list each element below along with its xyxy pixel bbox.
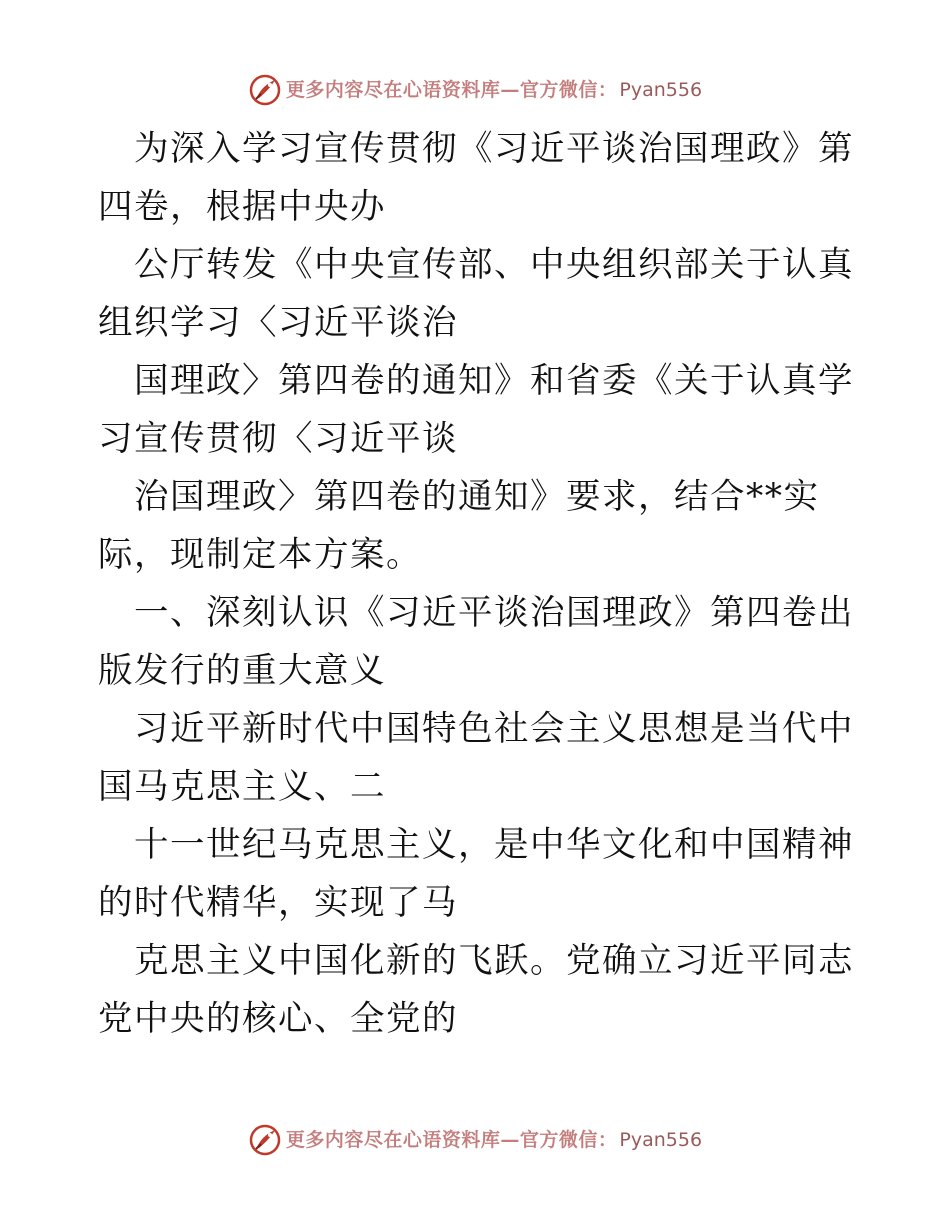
paragraph: 国理政〉第四卷的通知》和省委《关于认真学习宣传贯彻〈习近平谈 <box>98 361 854 459</box>
header-wechat-id: Pyan556 <box>619 78 703 101</box>
paragraph: 为深入学习宣传贯彻《习近平谈治国理政》第四卷，根据中央办 <box>98 129 854 227</box>
footer-wechat-id: Pyan556 <box>619 1128 703 1151</box>
paragraph: 十一世纪马克思主义，是中华文化和中国精神的时代精华，实现了马 <box>98 825 854 923</box>
header-watermark-banner <box>0 70 950 110</box>
paragraph: 治国理政〉第四卷的通知》要求，结合**实际，现制定本方案。 <box>98 477 820 575</box>
footer-watermark-banner <box>0 1120 950 1160</box>
document-body <box>98 120 858 1048</box>
header-watermark-text: 更多内容尽在心语资料库—官方微信： <box>285 78 618 101</box>
footer-watermark-text: 更多内容尽在心语资料库—官方微信： <box>285 1128 618 1151</box>
quill-logo-icon <box>248 1123 282 1157</box>
paragraph: 公厅转发《中央宣传部、中央组织部关于认真组织学习〈习近平谈治 <box>98 245 854 343</box>
section-heading: 一、深刻认识《习近平谈治国理政》第四卷出版发行的重大意义 <box>98 593 854 691</box>
quill-logo-icon <box>248 73 282 107</box>
paragraph: 克思主义中国化新的飞跃。党确立习近平同志党中央的核心、全党的 <box>98 941 854 1039</box>
paragraph: 习近平新时代中国特色社会主义思想是当代中国马克思主义、二 <box>98 709 854 807</box>
